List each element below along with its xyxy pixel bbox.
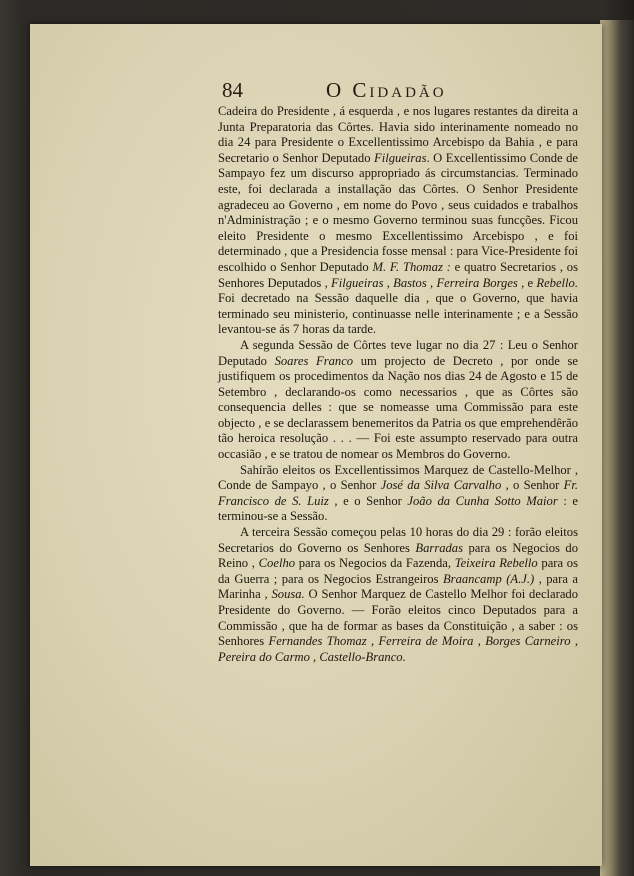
- italic-name: Fernandes Thomaz , Ferreira de Moira , Borges Carneiro , Pereira do Carmo , Castello-Branco.: [218, 634, 578, 664]
- text-run: para os Negocios da Fazenda,: [295, 556, 455, 571]
- text-run: , o Senhor: [501, 478, 564, 493]
- page-header: [222, 78, 482, 104]
- italic-name: José da Silva Carvalho: [380, 478, 502, 493]
- italic-name: Filgueiras , Bastos , Ferreira Borges ,: [331, 275, 525, 290]
- text-run: A terceira Sessão começou pelas 10 horas do dia 29 : forão eleitos Secretarios do Governo os Senhores: [218, 525, 578, 555]
- italic-name: Barradas: [415, 540, 464, 555]
- text-run: A segunda Sessão de Côrtes teve lugar no dia 27 : Leu o Senhor Deputado: [218, 337, 578, 368]
- italic-name: Braancamp (A.J.): [442, 571, 535, 586]
- italic-name: Fr. Francisco de S. Luiz: [218, 478, 578, 508]
- text-run: Cadeira do Presidente , á esquerda , e nos lugares restantes da direita a Junta Preparatoria das Côrtes. Havia sido interinamente nomeado no dia 24 para Presidente o Excellentissimo Arcebispo da Bahia , e para Secretario o Senhor Deputado: [218, 104, 578, 165]
- text-run: para os Negocios do Reino ,: [218, 540, 578, 571]
- paragraph: [218, 463, 578, 525]
- article-body: [218, 104, 578, 665]
- italic-name: Sousa.: [271, 587, 305, 602]
- text-run: Foi decretado na Sessão daquelle dia , que o Governo, que havia terminado seu ministerio, continuasse nelle interinamente ; e a Sessão levantou-se ás 7 horas da tarde.: [218, 291, 578, 337]
- text-run: para os da Guerra ; para os Negocios Estrangeiros: [218, 556, 578, 586]
- italic-name: Rebello.: [536, 275, 579, 290]
- running-title: O Cidadão: [326, 78, 447, 102]
- text-run: O Senhor Marquez de Castello Melhor foi declarado Presidente do Governo. — Forão eleitos cinco Deputados para a Commissão , que ha de formar as bases da Constituição , a saber : os Senhores: [218, 587, 579, 649]
- text-run: um projecto de Decreto , por onde se justifiquem os procedimentos da Nação nos dias 24 de Agosto e 15 de Setembro , declarando-os como necessarios , que as Côrtes são consequencia delles : que se nomeasse uma Commissão para este objecto , e se declarassem benemeritos da Patria os que emprehendêrão tão heroica resolução . . . — Foi este assumpto reservado para outra occasião , e se tratou de nomear os Membros do Governo.: [218, 353, 578, 462]
- italic-name: Teixeira Rebello: [454, 556, 538, 571]
- italic-name: Filgueiras: [374, 150, 427, 165]
- book-spine-edge: [600, 20, 634, 876]
- text-run: , e o Senhor: [328, 493, 408, 508]
- paragraph: [218, 338, 578, 463]
- italic-name: Soares Franco: [274, 353, 354, 368]
- text-run: e quatro Secretarios , os Senhores Deputados ,: [218, 259, 578, 290]
- italic-name: M. F. Thomaz :: [372, 259, 451, 274]
- text-run: Sahírão eleitos os Excellentissimos Marquez de Castello-Melhor , Conde de Sampayo , o Senhor: [218, 462, 578, 493]
- text-run: , para a Marinha ,: [218, 571, 578, 602]
- text-run: : e terminou-se a Sessão.: [218, 493, 579, 524]
- paragraph: [218, 104, 578, 338]
- italic-name: João da Cunha Sotto Maior: [407, 493, 558, 508]
- text-run: . O Excellentissimo Conde de Sampayo fez um discurso appropriado ás circumstancias. Terminado este, foi declarada a installação das Côrtes. O Senhor Presidente agradeceu ao Governo , em nome do Povo , seus cuidados e trabalhos n'Administração ; e o mesmo Governo terminou suas funcções. Ficou eleito Presidente o mesmo Excellentissimo Arcebispo , e foi determinado , que a Presidencia fosse mensal : para Vice-Presidente foi escolhido o Senhor Deputado: [218, 150, 578, 274]
- page-number: 84: [222, 78, 243, 102]
- paragraph: [218, 525, 578, 665]
- text-run: e: [524, 275, 537, 290]
- italic-name: Coelho: [258, 556, 296, 571]
